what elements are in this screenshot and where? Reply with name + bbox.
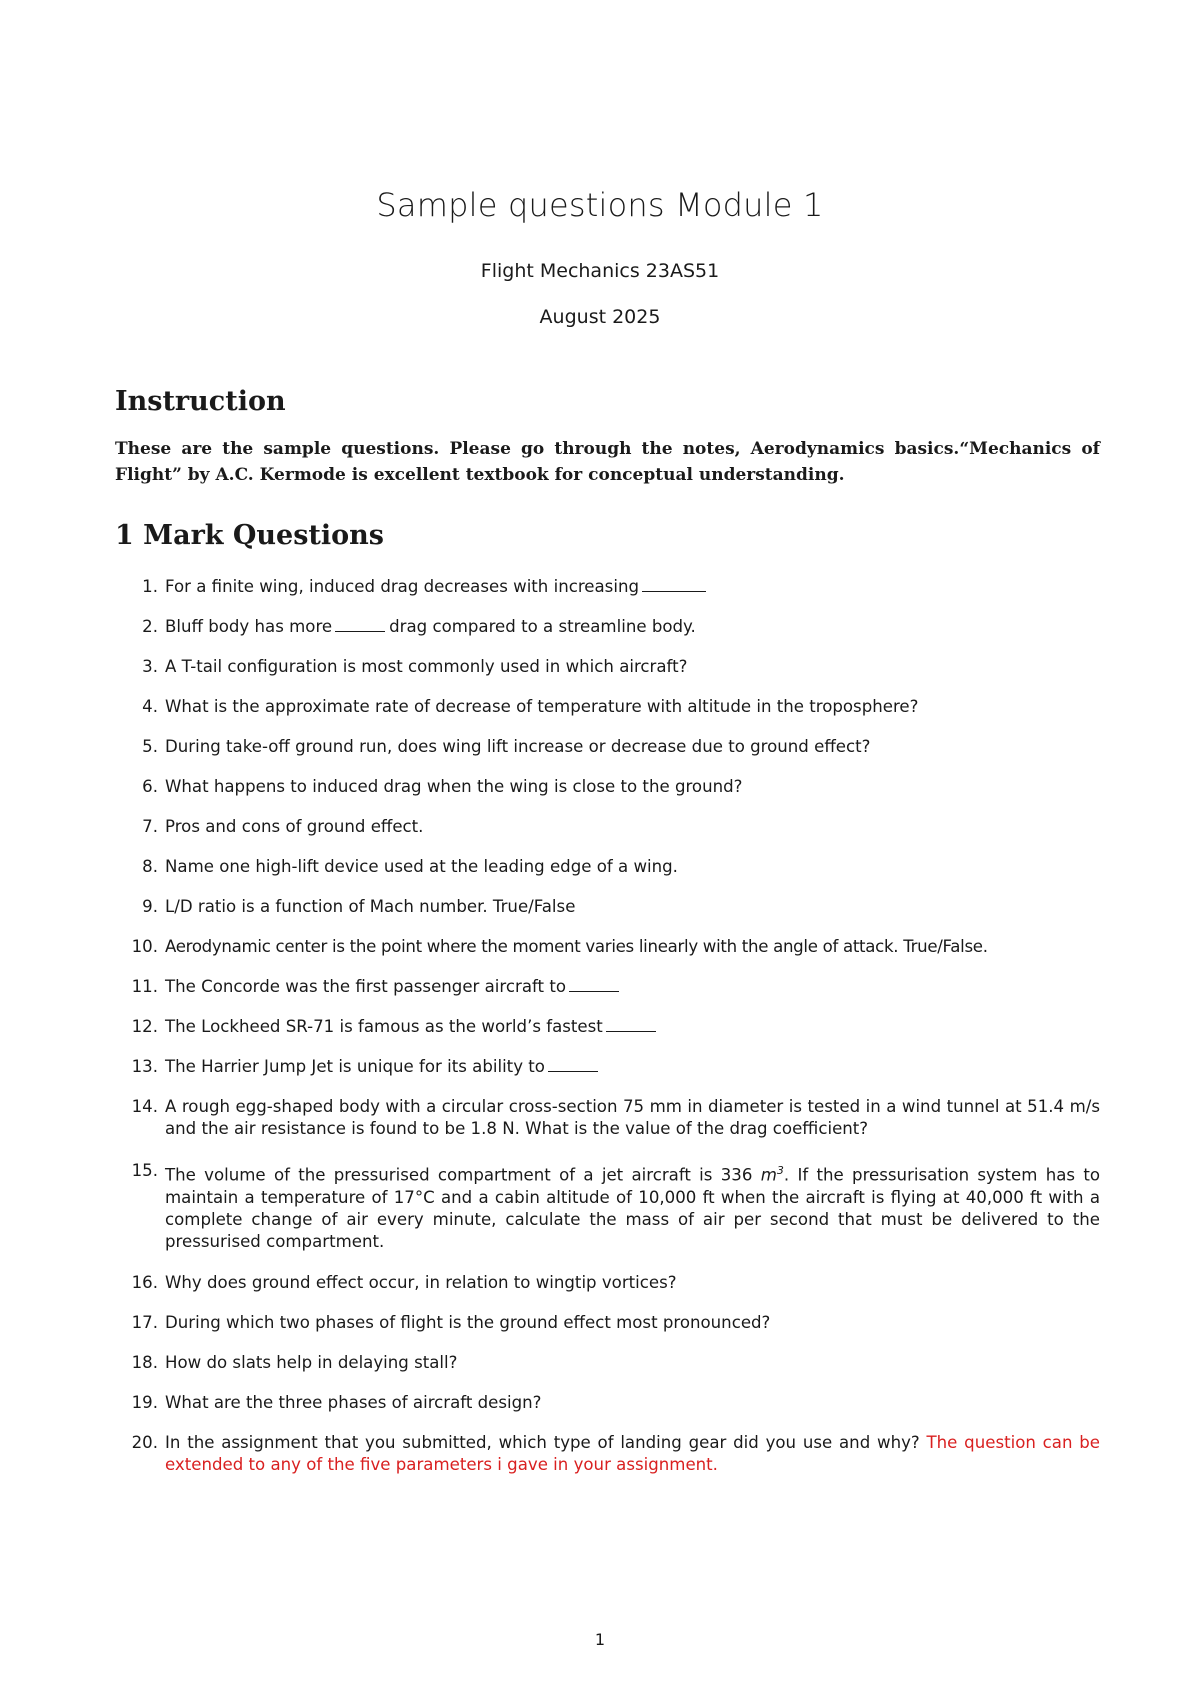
question-text: The Harrier Jump Jet is unique for its ability to [165, 1057, 545, 1076]
question-text: Name one high-lift device used at the leading edge of a wing. [165, 857, 678, 876]
question-text: Bluff body has more [165, 617, 333, 636]
question-text: In the assignment that you submitted, which type of landing gear did you use and why? [165, 1433, 920, 1452]
question-number: 3. [142, 657, 158, 676]
question-text: Why does ground effect occur, in relation to wingtip vortices? [165, 1273, 677, 1292]
question-number: 10. [131, 937, 158, 956]
unit-symbol: m [760, 1165, 777, 1185]
document-title: Sample questions Module 1 [376, 186, 824, 224]
answer-blank [642, 590, 706, 592]
question-text: A T-tail configuration is most commonly used in which aircraft? [165, 657, 688, 676]
question-text: For a finite wing, induced drag decreases with increasing [165, 577, 639, 596]
question-number: 13. [131, 1057, 158, 1076]
answer-blank [335, 630, 385, 632]
question-text: L/D ratio is a function of Mach number. True/False [165, 897, 576, 916]
answer-blank [569, 990, 619, 992]
document-date: August 2025 [539, 306, 661, 328]
question-text: What are the three phases of aircraft design? [165, 1393, 542, 1412]
question-text: Pros and cons of ground effect. [165, 817, 424, 836]
page-number: 1 [594, 1630, 606, 1649]
question-number: 5. [142, 737, 158, 756]
question-number: 6. [142, 777, 158, 796]
question-note-red: The question can be extended to any of the five parameters i gave in your assignment. [165, 1433, 1100, 1474]
question-text: What happens to induced drag when the wing is close to the ground? [165, 777, 743, 796]
question-text: During take-off ground run, does wing lift increase or decrease due to ground effect? [165, 737, 871, 756]
question-number: 16. [131, 1273, 158, 1292]
instruction-text: These are the sample questions. Please go through the notes, Aerodynamics basics.“Mechanics of Flight” by A.C. Kermode is excellent textbook for conceptual understanding. [115, 439, 1100, 485]
unit-exponent: 3 [776, 1164, 784, 1177]
answer-blank [606, 1030, 656, 1032]
question-text: The volume of the pressurised compartment of a jet aircraft is 336 [165, 1165, 753, 1185]
question-number: 12. [131, 1017, 158, 1036]
question-number: 14. [131, 1097, 158, 1116]
question-number: 8. [142, 857, 158, 876]
question-text-continued: . If the pressurisation system has to maintain a temperature of 17°C and a cabin altitude of 10,000 ft when the aircraft is flying at 40,000 ft with a complete change of air every minute, calculate the mass of air per second that must be delivered to the pressurised compartment. [165, 1165, 1100, 1251]
question-text: The Lockheed SR-71 is famous as the world’s fastest [165, 1017, 603, 1036]
question-text: During which two phases of flight is the ground effect most pronounced? [165, 1313, 771, 1332]
question-number: 20. [131, 1433, 158, 1452]
question-number: 15. [131, 1161, 158, 1180]
question-text-continued: drag compared to a streamline body. [389, 617, 696, 636]
question-number: 18. [131, 1353, 158, 1372]
answer-blank [548, 1070, 598, 1072]
question-number: 17. [131, 1313, 158, 1332]
question-text: A rough egg-shaped body with a circular cross-section 75 mm in diameter is tested in a wind tunnel at 51.4 m/s and the air resistance is found to be 1.8 N. What is the value of the drag coefficient? [165, 1097, 1100, 1138]
question-number: 9. [142, 897, 158, 916]
question-text: How do slats help in delaying stall? [165, 1353, 458, 1372]
question-number: 7. [142, 817, 158, 836]
document-subtitle: Flight Mechanics 23AS51 [480, 260, 720, 282]
question-number: 2. [142, 617, 158, 636]
question-number: 11. [131, 977, 158, 996]
question-number: 19. [131, 1393, 158, 1412]
question-text: Aerodynamic center is the point where the moment varies linearly with the angle of attack. True/False. [165, 937, 988, 956]
questions-heading: 1 Mark Questions [115, 520, 384, 551]
question-number: 1. [142, 577, 158, 596]
question-number: 4. [142, 697, 158, 716]
question-text: What is the approximate rate of decrease of temperature with altitude in the troposphere? [165, 697, 919, 716]
question-text: The Concorde was the first passenger aircraft to [165, 977, 566, 996]
instruction-heading: Instruction [115, 386, 286, 417]
